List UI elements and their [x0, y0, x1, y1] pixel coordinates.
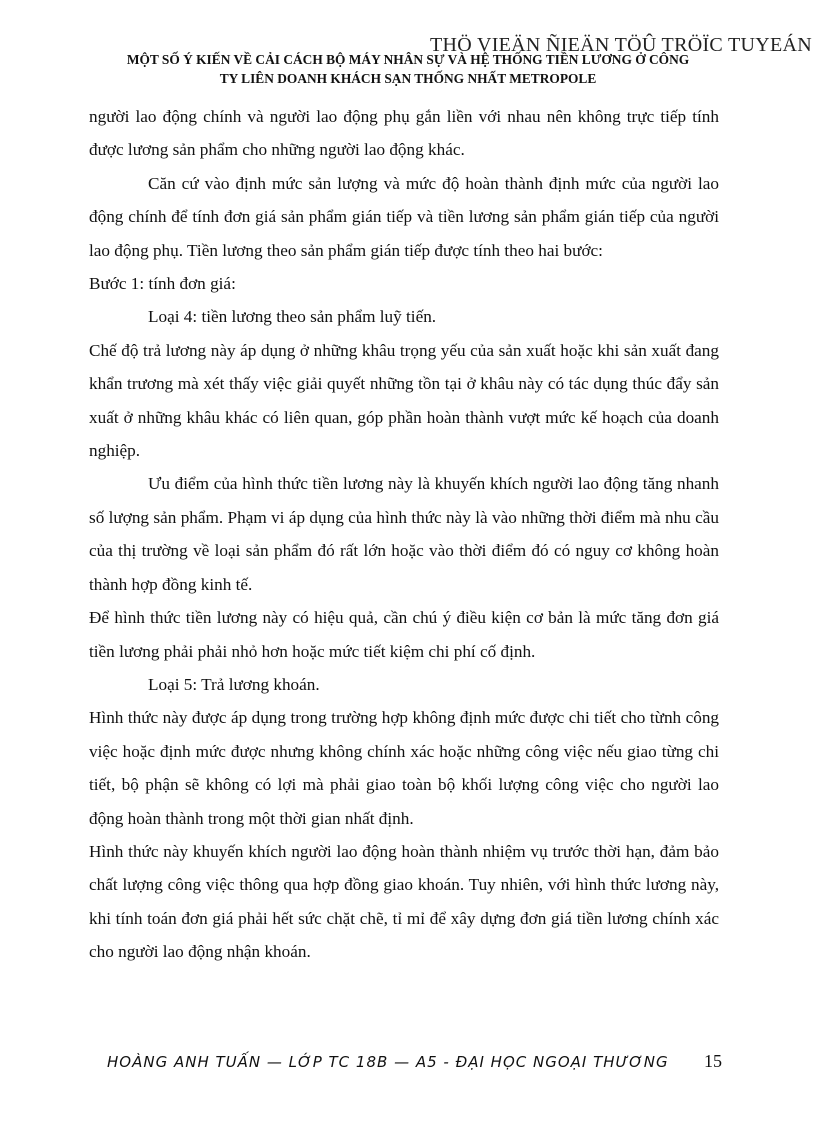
- paragraph: Ưu điểm của hình thức tiền lương này là khuyến khích người lao động tăng nhanh số lượng sản phẩm. Phạm vi áp dụng của hình thức này là vào những thời điểm mà nhu cầu của thị trường về loại sản phẩm đó rất lớn hoặc vào thời điểm đó có nguy cơ không hoàn thành hợp đồng kinh tế.: [89, 474, 719, 594]
- page-number: 15: [704, 1051, 722, 1071]
- running-header: [90, 50, 726, 88]
- step-heading: Bước 1: tính đơn giá:: [89, 274, 236, 294]
- header-line-2: TY LIÊN DOANH KHÁCH SẠN THỐNG NHẤT METROPOLE: [219, 71, 597, 86]
- footer-text: HOÀNG ANH TUẤN — LỚP TC 18B — A5 - ĐẠI HỌC NGOẠI THƯƠNG: [107, 1053, 669, 1071]
- paragraph-continuation: người lao động chính và người lao động phụ gắn liền với nhau nên không trực tiếp tính được lương sản phẩm cho những người lao động khác.: [89, 107, 719, 160]
- body-text: [89, 100, 719, 969]
- type-heading: Loại 4: tiền lương theo sản phẩm luỹ tiến.: [148, 307, 437, 327]
- paragraph: Chế độ trả lương này áp dụng ở những khâu trọng yếu của sản xuất hoặc khi sản xuất đang khẩn trương mà xét thấy việc giải quyết những tồn tại ở khâu này có tác dụng thúc đẩy sản xuất ở những khâu khác có liên quan, góp phần hoàn thành vượt mức kế hoạch của doanh nghiệp.: [89, 340, 719, 461]
- paragraph: Căn cứ vào định mức sản lượng và mức độ hoàn thành định mức của người lao động chính để tính đơn giá sản phẩm gián tiếp và tiền lương sản phẩm gián tiếp của người lao động phụ. Tiền lương theo sản phẩm gián tiếp được tính theo hai bước:: [89, 173, 719, 260]
- watermark-text: THÖ VIEÄN ÑIEÄN TÖÛ TRÖÏC TUYEÁN: [430, 34, 812, 56]
- paragraph: Hình thức này được áp dụng trong trường hợp không định mức được chi tiết cho từnh công việc hoặc định mức được nhưng không chính xác hoặc những công việc nếu giao từng chi tiết, bộ phận sẽ không có lợi mà phải giao toàn bộ khối lượng công việc cho người lao động hoàn thành trong một thời gian nhất định.: [89, 708, 719, 828]
- header-line-1: MỘT SỐ Ý KIẾN VỀ CẢI CÁCH BỘ MÁY NHÂN SỰ VÀ HỆ THỐNG TIỀN LƯƠNG Ở CÔNG: [126, 52, 690, 67]
- paragraph: Hình thức này khuyến khích người lao động hoàn thành nhiệm vụ trước thời hạn, đảm bảo chất lượng công việc thông qua hợp đồng giao khoán. Tuy nhiên, với hình thức lương này, khi tính toán đơn giá phải hết sức chặt chẽ, tỉ mỉ để xây dựng đơn giá tiền lương chính xác cho người lao động nhận khoán.: [89, 841, 719, 962]
- type-heading: Loại 5: Trả lương khoán.: [148, 674, 320, 694]
- paragraph: Để hình thức tiền lương này có hiệu quả, cần chú ý điều kiện cơ bản là mức tăng đơn giá tiền lương phải phải nhỏ hơn hoặc mức tiết kiệm chi phí cố định.: [89, 608, 719, 661]
